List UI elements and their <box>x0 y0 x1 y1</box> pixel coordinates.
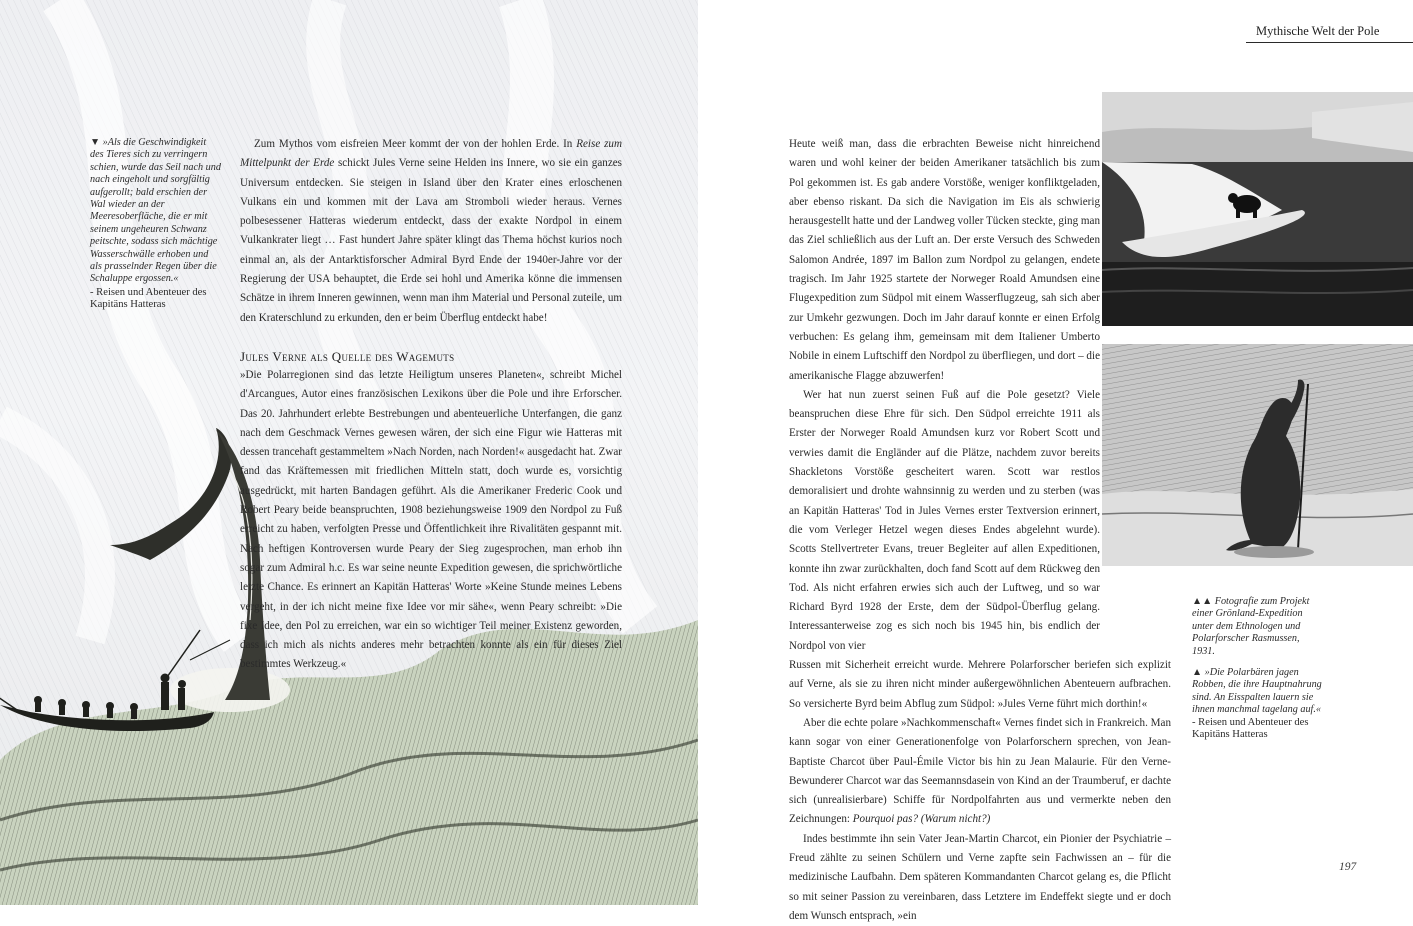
polar-bear-photograph <box>1102 92 1413 326</box>
left-paragraph-2: »Die Polarregionen sind das letzte Heiligtum unseres Planeten«, schreibt Michel d'Arcangues, Autor eines französischen Lexikons über die Pole und ihre Erforscher. Das 20. Jahrhundert erlebte Bestrebungen und abenteuerliche Unterfangen, die ganz nach dem Geschmack Vernes gewesen wären, der sich eine Figur wie Hatteras mit dessen trancehaft gestammeltem »Nach Norden, nach Norden!« ausgedacht hat. Zwar fand das Kräftemessen mit friedlichen Mitteln statt, doch wurde es, vorsichtig ausgedrückt, mit harten Bandagen geführt. Als die Amerikaner Frederic Cook und Robert Peary beide beanspruchten, 1908 beziehungsweise 1909 den Nordpol zu Fuß erreicht zu haben, verfolgten Presse und Öffentlichkeit ihre Rivalitäten gespannt mit. Nach heftigen Kontroversen wurde Peary der Sieg zugesprochen, man erhob ihn sogar zum Admiral h.c. Es war seine neunte Expedition gewesen, die sprichwörtliche letzte Chance. Es erinnert an Kapitän Hatteras' Worte »Keine Stunde meines Lebens vergeht, in der ich nicht meine fixe Idee vor mir sähe«, wenn Peary schreibt: »Die fixe Idee, den Pol zu erreichen, war ein so wichtiger Teil meiner Existenz geworden, dass ich mich als nichts anderes mehr betrachten konnte als ein für dieses Ziel bestimmtes Werkzeug.« <box>240 368 622 671</box>
right-paragraph-4: Indes bestimmte ihn sein Vater Jean-Martin Charcot, ein Pionier der Psychiatrie – Freud zählte zu seinen Schülern und Verne zapfte sein Fachwissen an – für die medizinische Laufbahn. Dem späteren Kommandanten Charcot gelang es, die Pflicht so mit seiner Passion zu vereinbaren, dass Letztere im Endeffekt siegte und er doch dem Wunsch entsprach, »ein <box>789 832 1171 922</box>
page-number: 197 <box>1339 861 1357 873</box>
right-image-captions <box>1192 596 1324 750</box>
book-title: Reise zum Mittelpunkt der Erde <box>240 138 622 170</box>
running-head: Mythische Welt der Pole <box>1256 24 1380 38</box>
engraving-caption <box>1192 667 1324 741</box>
text-run: Aber die echte polare »Nachkommenschaft« Vernes findet sich in Frankreich. Man kann sogar von einer Generationenfolge von Polarforschern sprechen, von Jean-Baptiste Charcot über Paul-Émile Victor bis hin zu Jean Malaurie. Für den Verne-Bewunderer Charcot war das Seemannsdasein von Kind an der Traumberuf, er dachte sich (unrealisierbare) Schiffe für Nordpolfahrten aus und vermerkte neben den Zeichnungen: <box>789 716 1171 826</box>
right-body-text <box>789 135 1171 926</box>
left-page <box>0 0 698 905</box>
caption-marker: ▲▲ <box>1192 596 1213 607</box>
caption-text: »Die Polarbären jagen Robben, die ihre Hauptnahrung sind. An Eisspalten lauern sie ihnen manchmal tagelang auf.« <box>1192 667 1322 716</box>
left-paragraph-1 <box>240 135 622 328</box>
left-image-caption <box>90 137 222 312</box>
caption-source: - Reisen und Abenteuer des Kapitäns Hatteras <box>90 286 207 311</box>
text-run: schickt Jules Verne seine Helden ins Innere, wo sie ein ganzes Universum entdecken. Sie steigen in Island über den Krater eines erloschenen Vulkans ein und kommen mit der Lava am Stromboli wieder heraus. Vernes polbesessener Hatteras wiederum entdeckt, dass der exakte Nordpol in einem Vulkankrater liegt … Fast hundert Jahre später klingt das Thema höchst kurios noch einmal an, als der Antarktisforscher Admiral Byrd Ende der 1940er-Jahre vor der Regierung der USA behauptet, die Erde sei hohl und Amerika könne die immensen Schätze in ihrem Inneren gewinnen, wenn man ihm Material und Personal zuteile, um den Kraterschlund zu erkunden, den er beim Überflug entdeckt habe! <box>240 157 622 324</box>
running-head-rule <box>1246 42 1413 43</box>
italic-quote: Pourquoi pas? (Warum nicht?) <box>852 813 991 826</box>
caption-source: - Reisen und Abenteuer des Kapitäns Hatteras <box>1192 716 1309 741</box>
caption-text: »Als die Geschwindigkeit des Tieres sich zu verringern schien, wurde das Seil nach und nach eingeholt und sorgfältig aufgerollt; bald erschien der Wal wieder an der Meeresoberfläche, die er mit seinem ungeheuren Schwanz peitschte, sodass sich mächtige Wasserschwälle erhoben und als prasselnder Regen über die Schaluppe ergossen.« <box>90 137 221 285</box>
caption-marker: ▲ <box>1192 667 1203 679</box>
photo-caption <box>1192 596 1324 658</box>
right-paragraph-2a: Wer hat nun zuerst seinen Fuß auf die Pole gesetzt? Viele beanspruchen diese Ehre für sich. Den Südpol erreichte 1911 als Erster der Norweger Roald Amundsen kurz vor Robert Scott und verwies damit die Engländer auf die Plätze, nachdem zuvor bereits Shackletons Vorstöße gescheitert waren. Scott war restlos demoralisiert und drohte wahnsinnig zu werden und zu sterben (was an Kapitän Hatteras' Tod in Jules Vernes erster Textversion erinnert, die vom Verleger Hetzel wegen dieses Endes abgelehnt wurde). Scotts Stellvertreter Evans, treuer Begleiter auf allen Expeditionen, konnte ihn zwar zurückhalten, doch fand Scott auf dem Rückweg den Tod. Als nicht erfahren erwies sich auch der Luftweg, und so war Richard Byrd 1928 der Erste, dem der Südpol-Überflug gelang. Interessanterweise zog es sich noch bis 1945 hin, bis endlich der Nordpol von vier <box>789 388 1100 652</box>
left-body-text <box>240 135 622 675</box>
section-heading: Jules Verne als Quelle des Wagemuts <box>240 348 455 364</box>
right-paragraph-1: Heute weiß man, dass die erbrachten Beweise nicht hinreichend waren und wohl keiner der beiden Amerikaner tatsächlich bis zum Pol gekommen ist. Es gab andere Vorstöße, weniger konfliktgeladen, aber ebenso riskant. Da sich die Navigation im Eis als schwierig herausgestellt hatte und der Landweg voller Tücken steckte, ging man das Ziel schließlich aus der Luft an. Der erste Versuch des Schweden Salomon Andrée, 1897 im Ballon zum Nordpol zu gelangen, endete tragisch. Im Jahr 1925 startete der Norweger Roald Amundsen eine Flugexpedition zum Südpol mit einem Wasserflugzeug, sah sich aber zur Umkehr gezwungen. Doch im Jahr darauf konnte er einen Erfolg verbuchen: Es gelang ihm, gemeinsam mit dem Italiener Umberto Nobile in einem Luftschiff den Nordpol zu überfliegen, und dort – die amerikanische Flagge abzuwerfen! <box>789 138 1100 382</box>
right-paragraph-3 <box>789 714 1171 830</box>
caption-text: Fotografie zum Projekt einer Grönland-Expedition unter dem Ethnologen und Polarforscher Rasmussen, 1931. <box>1192 596 1310 657</box>
right-paragraph-2b: Russen mit Sicherheit erreicht wurde. Mehrere Polarforscher beriefen sich explizit auf Verne, als sie zu ihren nicht minder außergewöhnlichen Abenteuern aufbrachen. So versicherte Byrd beim Abflug zum Südpol: »Jules Verne führt mich dorthin!« <box>789 659 1171 710</box>
text-run: Zum Mythos vom eisfreien Meer kommt der von der hohlen Erde. In <box>254 138 577 150</box>
polar-bear-engraving <box>1102 344 1413 566</box>
caption-marker: ▼ <box>90 137 101 148</box>
